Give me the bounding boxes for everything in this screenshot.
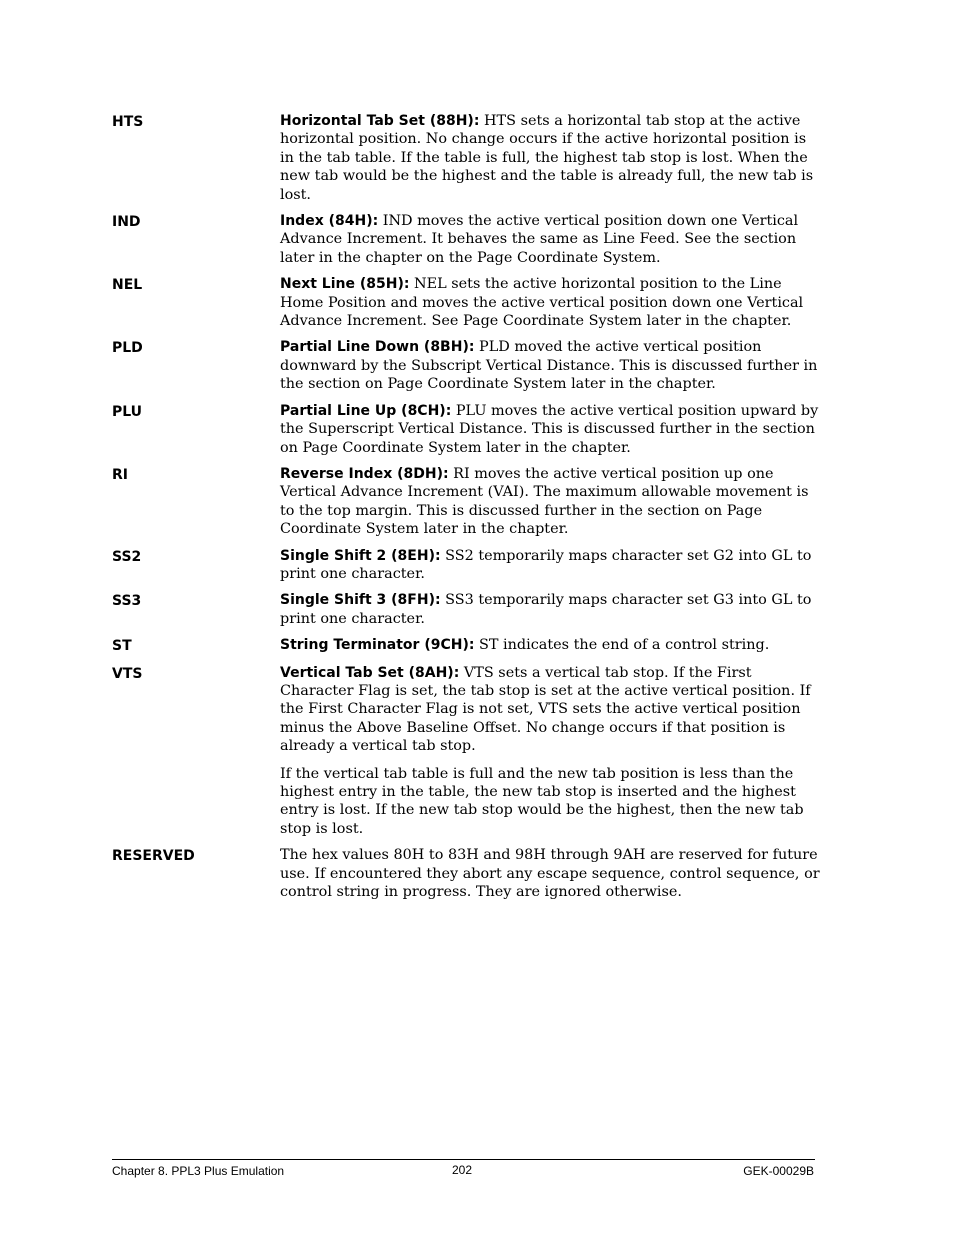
definition-list: [112, 112, 822, 909]
definition-title: Partial Line Down (8BH):: [280, 339, 475, 356]
entry-ss3: [112, 591, 822, 628]
footer-document-id: GEK-00029B: [743, 1164, 814, 1178]
definition-title: Partial Line Up (8CH):: [280, 402, 452, 419]
definition-paragraph: [280, 338, 822, 393]
page-number: 202: [452, 1163, 473, 1177]
term-label: HTS: [112, 114, 144, 130]
definition: [280, 212, 822, 267]
term-label: NEL: [112, 277, 143, 294]
definition-paragraph: [280, 112, 822, 204]
term-label: PLU: [112, 403, 143, 420]
definition-title: String Terminator (9CH):: [280, 637, 475, 654]
entry-ss2: [112, 547, 822, 584]
entry-ri: [112, 465, 822, 539]
definition-title: Index (84H):: [280, 213, 379, 230]
definition: [280, 664, 822, 839]
definition-text: RI moves the active vertical position up one Vertical Advance Increment (VAI). The maximum allowable movement is to the top margin. This is discussed further in the section on Page Coordinate System later in the chapter.: [280, 465, 809, 538]
entry-vts: [112, 664, 822, 839]
definition-title: Single Shift 2 (8EH):: [280, 547, 441, 564]
footer-chapter-title: Chapter 8. PPL3 Plus Emulation: [112, 1164, 285, 1178]
definition-text: NEL sets the active horizontal position to the Line Home Position and moves the active vertical position down one Vertical Advance Increment. See Page Coordinate System later in the chapter.: [280, 276, 804, 330]
definition-paragraph: [280, 275, 822, 330]
definition-text: SS3 temporarily maps character set G3 into GL to print one character.: [280, 592, 812, 627]
definition: [280, 591, 822, 628]
definition: [280, 636, 822, 655]
definition-title: Vertical Tab Set (8AH):: [280, 664, 460, 681]
entry-reserved: [112, 846, 822, 901]
entry-pld: [112, 338, 822, 393]
definition-title: Reverse Index (8DH):: [280, 465, 449, 482]
definition-title: Single Shift 3 (8FH):: [280, 592, 441, 609]
definition-text: IND moves the active vertical position down one Vertical Advance Increment. It behaves the same as Line Feed. See the section later in the chapter on the Page Coordinate System.: [280, 213, 799, 266]
term-label: RESERVED: [112, 848, 195, 865]
term-label: SS3: [112, 593, 142, 610]
entry-nel: [112, 275, 822, 330]
definition-text: SS2 temporarily maps character set G2 into GL to print one character.: [280, 547, 812, 582]
definition: [280, 547, 822, 584]
entry-st: [112, 636, 822, 655]
definition: [280, 402, 822, 457]
definition-paragraph: [280, 591, 822, 628]
definition: [280, 275, 822, 330]
definition-text: VTS sets a vertical tab stop. If the First Character Flag is set, the tab stop is set at the active vertical position. If the First Character Flag is not set, VTS sets the active vertical position minus the Above Baseline Offset. No change occurs if that position is already a vertical tab stop.: [280, 664, 811, 755]
term-label: IND: [112, 214, 141, 231]
definition-text: PLU moves the active vertical position upward by the Superscript Vertical Distance. This is discussed further in the section on Page Coordinate System later in the chapter.: [280, 402, 819, 456]
definition-title: Next Line (85H):: [280, 276, 410, 293]
definition-text: HTS sets a horizontal tab stop at the active horizontal position. No change occurs if the active horizontal position is in the tab table. If the table is full, the highest tab stop is lost. When the new tab would be the highest and the table is already full, the new tab is lost.: [280, 113, 814, 203]
term-label: RI: [112, 466, 128, 483]
definition-paragraph: [280, 402, 822, 457]
definition: [280, 338, 822, 393]
definition-paragraph: [280, 465, 822, 539]
definition-paragraph: If the vertical tab table is full and the new tab position is less than the highest entry in the table, the new tab stop is inserted and the highest entry is lost. If the new tab stop would be the highest, then the new tab stop is lost.: [280, 765, 804, 837]
definition-paragraph: [280, 547, 822, 584]
term-label: PLD: [112, 340, 143, 357]
definition-text: PLD moved the active vertical position downward by the Subscript Vertical Distance. This is discussed further in the section on Page Coordinate System later in the chapter.: [280, 339, 818, 393]
definition: [280, 846, 822, 901]
definition: [280, 465, 822, 539]
definition-paragraph: [280, 212, 822, 267]
entry-plu: [112, 402, 822, 457]
entry-ind: [112, 212, 822, 267]
definition-paragraph: [280, 636, 822, 654]
definition-paragraph: [280, 664, 822, 756]
footer-divider: [112, 1159, 815, 1160]
term-label: VTS: [112, 665, 143, 682]
definition-title: Horizontal Tab Set (88H):: [280, 113, 480, 129]
term-label: ST: [112, 638, 132, 655]
definition-text: ST indicates the end of a control string.: [474, 637, 770, 654]
definition: [280, 112, 822, 204]
entry-hts: [112, 112, 822, 204]
term-label: SS2: [112, 548, 142, 565]
definition-paragraph: The hex values 80H to 83H and 98H through 9AH are reserved for future use. If encountered they abort any escape sequence, control sequence, or control string in progress. They are ignored otherwise.: [280, 847, 820, 901]
